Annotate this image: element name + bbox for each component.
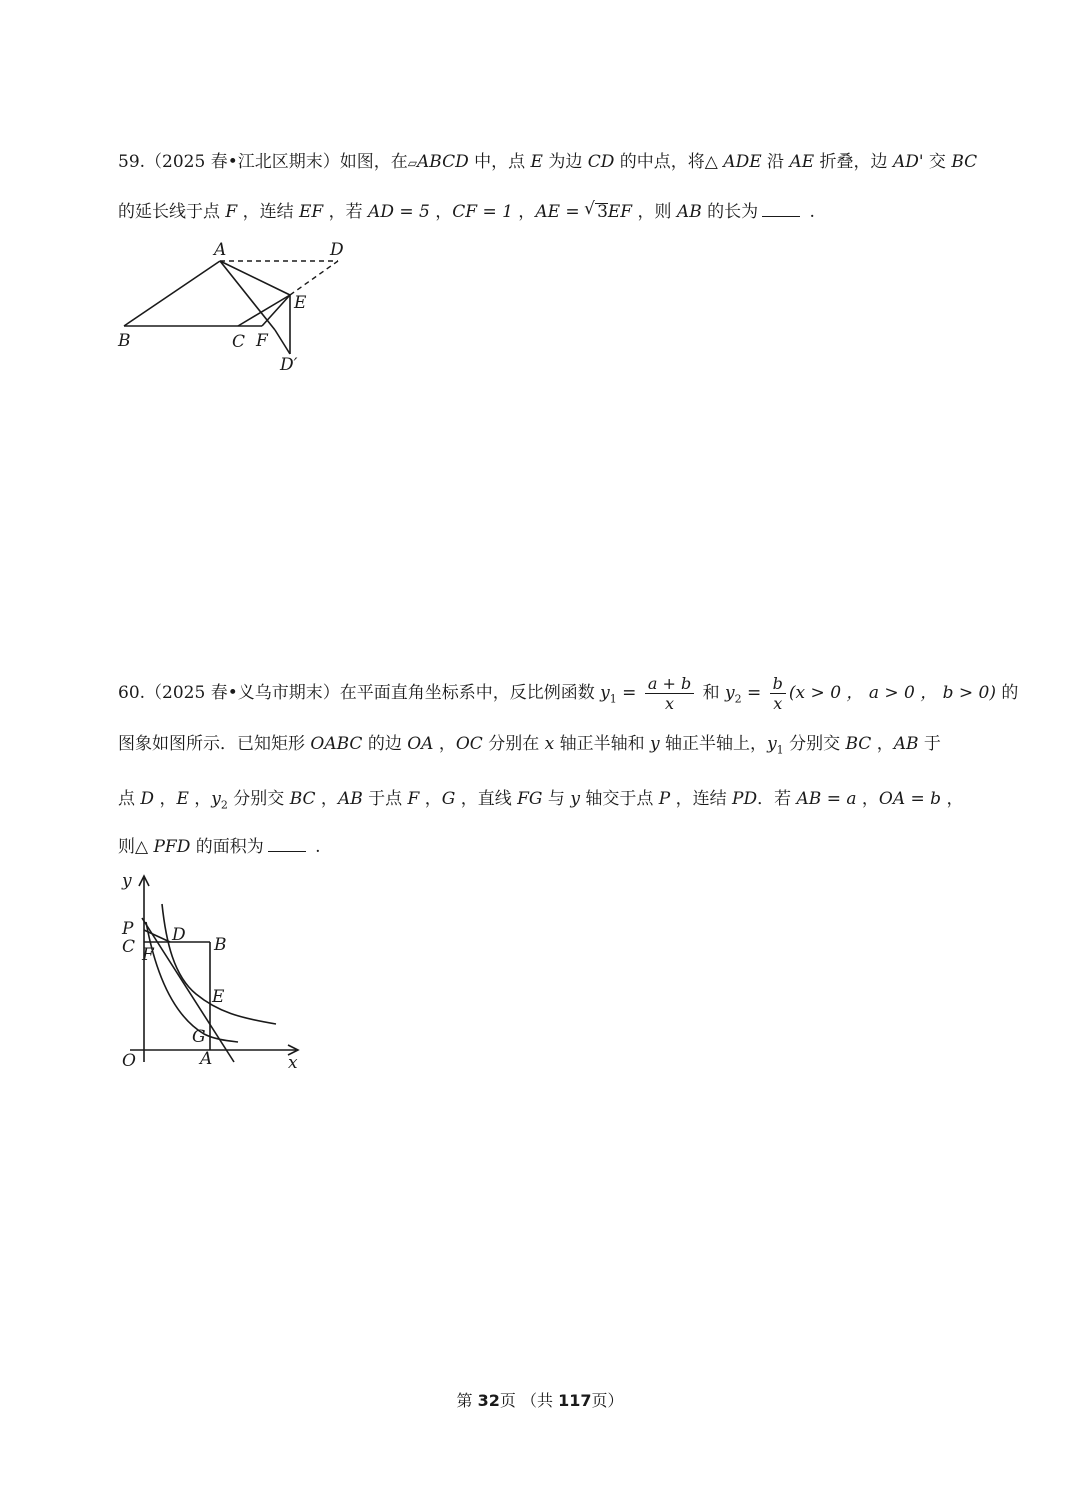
label-e: E [294,293,307,313]
label-c: C [122,937,136,957]
seg-ae [220,261,290,295]
label-c: C [232,332,246,352]
label-a: A [214,240,227,260]
label-d: D [330,240,344,260]
label-f: F [256,331,268,351]
label-e: E [212,987,225,1007]
q59-line-1: 59.（2025 春•江北区期末）如图，在▱ABCD 中，点 E 为边 CD 的中点，将△ ADE 沿 AE 折叠，边 AD' 交 BC [118,152,978,172]
label-d: D [172,925,186,945]
label-d-prime: D′ [280,355,298,375]
answer-blank [762,202,800,217]
q60-line-2: 图象如图所示．已知矩形 OABC 的边 OA ，OC 分别在 x 轴正半轴和 y 轴正半轴上，$y_1$ 分别交 BC ，AB 于 [118,734,941,757]
fraction-y1: $\frac{a + b}{x}$ [645,674,694,713]
label-b: B [214,935,227,955]
page-footer: 第 32页 （共 117页） [456,1391,624,1410]
label-g: G [192,1027,206,1047]
q60-line-4: 则△ PFD 的面积为 . [118,837,321,857]
label-b: B [118,331,131,351]
current-page: 32 [477,1391,500,1410]
q60-figure [110,866,310,1076]
label-a: A [200,1049,213,1069]
seg-fe [262,295,290,326]
sqrt-symbol: √ 3 [595,203,608,221]
total-pages: 117 [558,1391,592,1410]
fraction-y2: $\frac{b}{x}$ [770,674,786,713]
label-f: F [142,945,154,965]
seg-ab [124,261,220,326]
label-o: O [122,1051,136,1071]
q59-line-2: 的延长线于点 F ，连结 EF ，若 AD = 5 ，CF = 1 ，AE = √ 3EF ，则 AB 的长为 . [118,200,815,224]
q60-line-1: 60.（2025 春•义乌市期末）在平面直角坐标系中，反比例函数 $y_1$ = $\frac{a + b}{x}$ 和 $y_2$ = $\frac{b}{x}$ (x > 0 ， a > 0 ， b > 0) 的 [118,674,1019,713]
label-y-axis: y [122,871,132,891]
q59-figure [110,236,370,376]
seg-ed-dashed [290,261,338,295]
seg-fd [275,330,290,354]
seg-ce [238,295,290,326]
label-p: P [122,919,134,939]
q60-line-3: 点 D ，E ，$y_2$ 分别交 BC ，AB 于点 F ，G ，直线 FG 与 y 轴交于点 P ，连结 PD．若 AB = a ，OA = b ， [118,789,964,812]
answer-blank [268,837,306,852]
label-x-axis: x [288,1053,298,1073]
